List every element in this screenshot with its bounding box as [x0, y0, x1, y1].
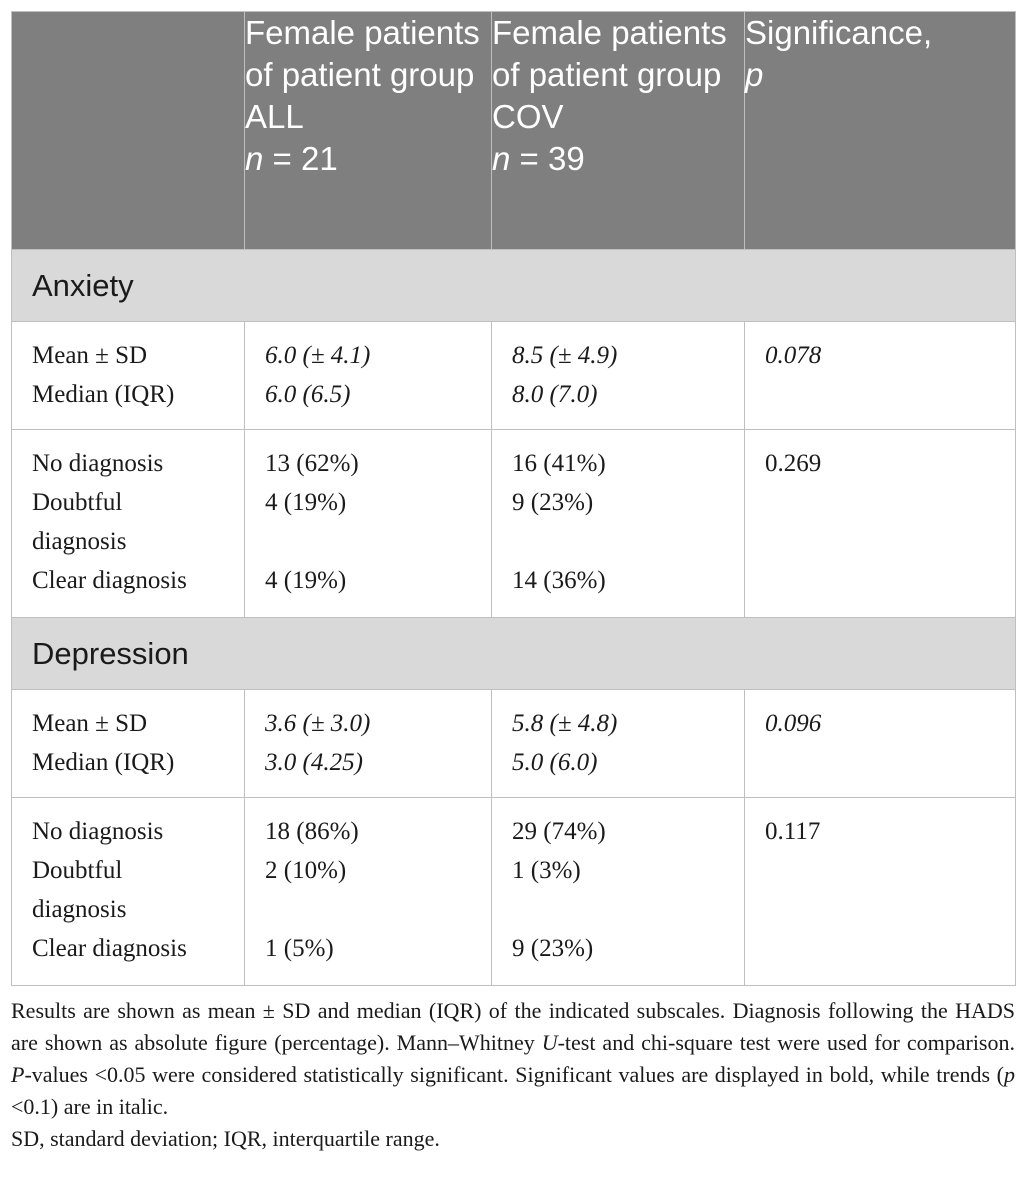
all-value-cell: [245, 798, 492, 986]
row-label: Clear diagnosis: [32, 567, 187, 594]
count-value: 29 (74%): [512, 818, 606, 845]
all-value-cell: [245, 690, 492, 798]
row-label: Mean ± SD: [32, 710, 148, 737]
header-all-group: Female patients of patient group ALL n = 21: [245, 12, 492, 250]
median-iqr-value: 8.0 (7.0): [512, 381, 598, 408]
cov-value-cell: [492, 690, 745, 798]
diagnosis-row-anxiety: [12, 430, 1016, 618]
count-value: 14 (36%): [512, 567, 606, 594]
abbreviations-note: SD, standard deviation; IQR, interquartile range.: [11, 1126, 440, 1151]
section-title: Anxiety: [12, 250, 1016, 322]
mean-sd-value: 5.8 (± 4.8): [512, 710, 618, 737]
count-value: 9 (23%): [512, 489, 594, 516]
table-footnote: [11, 995, 1015, 1155]
count-value: 16 (41%): [512, 450, 606, 477]
p-value-cell: [745, 322, 1016, 430]
row-label: Doubtful diagnosis: [32, 857, 127, 923]
cov-value-cell: [492, 798, 745, 986]
cov-value-cell: [492, 430, 745, 618]
mean-sd-value: 8.5 (± 4.9): [512, 342, 618, 369]
section-row-anxiety: [12, 250, 1016, 322]
p-value-cell: [745, 690, 1016, 798]
all-value-cell: [245, 430, 492, 618]
mean-sd-value: 3.6 (± 3.0): [265, 710, 371, 737]
row-label: Median (IQR): [32, 381, 175, 408]
row-label: Clear diagnosis: [32, 935, 187, 962]
p-value: 0.096: [765, 710, 822, 737]
count-value: 2 (10%): [265, 857, 347, 884]
stats-row-anxiety: [12, 322, 1016, 430]
p-value: 0.078: [765, 342, 822, 369]
mean-sd-value: 6.0 (± 4.1): [265, 342, 371, 369]
count-value: 4 (19%): [265, 567, 347, 594]
row-label-cell: [12, 690, 245, 798]
section-row-depression: [12, 618, 1016, 690]
row-label-cell: [12, 430, 245, 618]
count-value: 4 (19%): [265, 489, 347, 516]
count-value: 1 (3%): [512, 857, 581, 884]
count-value: 13 (62%): [265, 450, 359, 477]
header-empty-cell: [12, 12, 245, 250]
all-value-cell: [245, 322, 492, 430]
p-value-cell: [745, 798, 1016, 986]
header-row: [12, 12, 1016, 250]
median-iqr-value: 5.0 (6.0): [512, 749, 598, 776]
row-label: Doubtful diagnosis: [32, 489, 127, 555]
p-value: 0.269: [765, 450, 822, 477]
median-iqr-value: 6.0 (6.5): [265, 381, 351, 408]
stats-row-depression: [12, 690, 1016, 798]
row-label: Mean ± SD: [32, 342, 148, 369]
p-value: 0.117: [765, 818, 821, 845]
section-title: Depression: [12, 618, 1016, 690]
row-label-cell: [12, 798, 245, 986]
row-label: No diagnosis: [32, 450, 164, 477]
cov-value-cell: [492, 322, 745, 430]
count-value: 18 (86%): [265, 818, 359, 845]
median-iqr-value: 3.0 (4.25): [265, 749, 363, 776]
row-label: No diagnosis: [32, 818, 164, 845]
row-label-cell: [12, 322, 245, 430]
results-table: [11, 11, 1016, 986]
p-value-cell: [745, 430, 1016, 618]
count-value: 9 (23%): [512, 935, 594, 962]
header-cov-group: Female patients of patient group COV n = 39: [492, 12, 745, 250]
header-significance: Significance, p: [745, 12, 1016, 250]
footnote-paragraph: Results are shown as mean ± SD and median (IQR) of the indicated subscales. Diagnosis following the HADS are shown as absolute figure (percentage). Mann–Whitney U-test and chi-square test were used for comparison. P-values <0.05 were considered statistically significant. Significant values are displayed in bold, while trends (p <0.1) are in italic.: [11, 998, 1015, 1119]
count-value: 1 (5%): [265, 935, 334, 962]
row-label: Median (IQR): [32, 749, 175, 776]
diagnosis-row-depression: [12, 798, 1016, 986]
